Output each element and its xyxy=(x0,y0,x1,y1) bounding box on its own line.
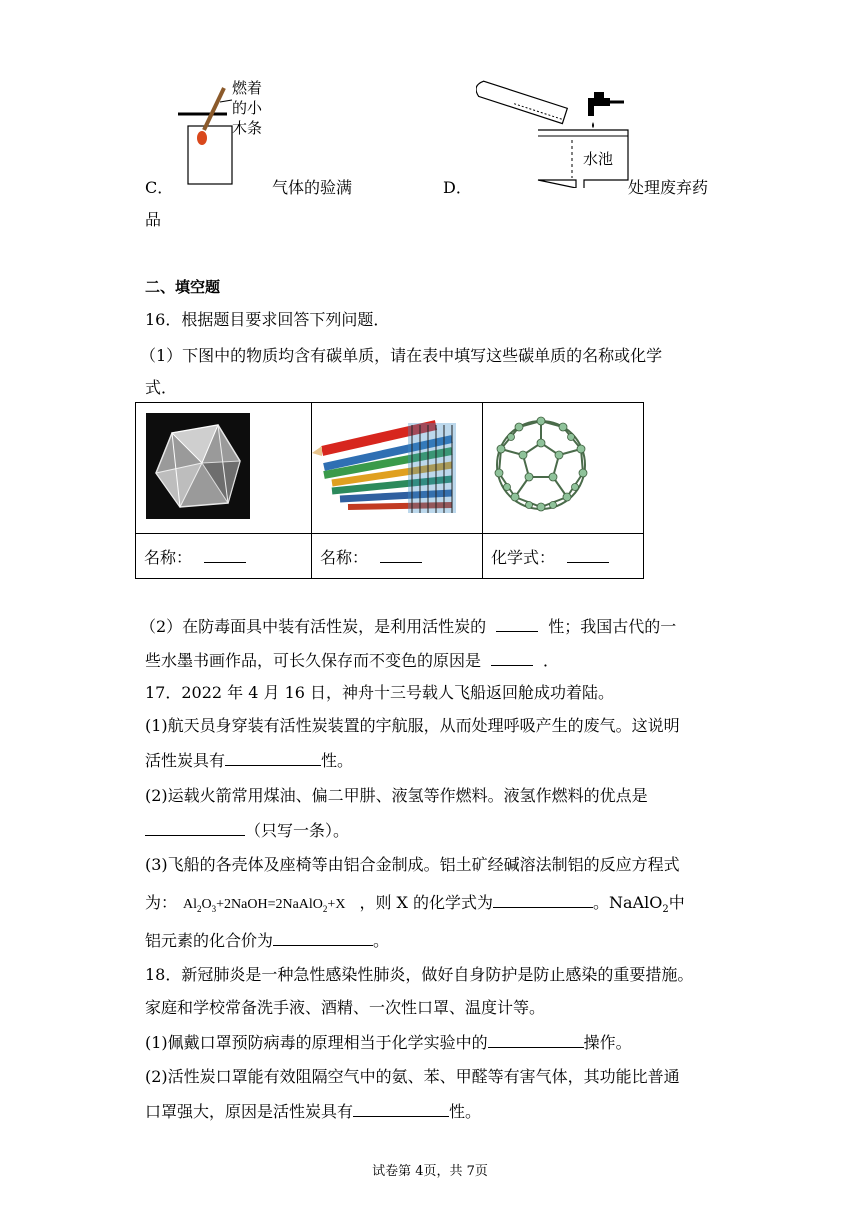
q18-p1-text-b: 操作。 xyxy=(583,1033,632,1052)
table-label-2: 名称： xyxy=(320,547,369,567)
answer-blank[interactable] xyxy=(493,892,593,908)
q18-p1-text-a: (1)佩戴口罩预防病毒的原理相当于化学实验中的 xyxy=(145,1033,488,1052)
carbon-table xyxy=(135,402,644,579)
pencils-image xyxy=(312,403,482,529)
q16-p2-line1 xyxy=(140,616,676,637)
q16-p2-text-c: 些水墨书画作品，可长久保存而不变色的原因是 xyxy=(145,651,482,670)
table-cell-name-1 xyxy=(136,534,312,579)
answer-blank[interactable] xyxy=(353,1101,449,1117)
q17-p3-text-c: 。NaAlO xyxy=(593,893,663,912)
sink-label: 水池 xyxy=(583,150,614,168)
q17-p3-text-f: 。 xyxy=(373,931,390,950)
table-cell-formula xyxy=(483,534,644,579)
answer-blank[interactable] xyxy=(567,547,609,563)
reaction-equation: $Al_2O_3+2NaOH=2NaAlO_2+X$ xyxy=(183,897,346,914)
q17-p3-line2 xyxy=(145,892,685,920)
section-title: 二、填空题 xyxy=(145,278,221,296)
answer-blank[interactable] xyxy=(273,930,373,946)
table-label-3: 化学式： xyxy=(491,547,556,567)
fullerene-image xyxy=(483,403,643,529)
page-footer: 试卷第 4页，共 7页 xyxy=(372,1164,488,1179)
q17-p2-text-b: （只写一条）。 xyxy=(245,821,350,840)
q18-stem-line2: 家庭和学校常备洗手液、酒精、一次性口罩、温度计等。 xyxy=(145,998,546,1017)
option-c xyxy=(145,178,173,198)
q17-p3-text-e: 铝元素的化合价为 xyxy=(145,931,274,950)
q17-p3-text-b: ，则 X 的化学式为 xyxy=(359,893,494,912)
answer-blank[interactable] xyxy=(496,616,538,632)
q18-p2-text-b: 性。 xyxy=(449,1102,482,1121)
fullerene-cell xyxy=(483,403,644,534)
q16-p1-line2: 式． xyxy=(145,378,178,397)
option-d-letter: D． xyxy=(443,178,472,197)
q17-p3-text-d: 中 xyxy=(668,893,685,912)
answer-blank[interactable] xyxy=(380,547,422,563)
q16-p2-text-d: ． xyxy=(543,651,560,670)
q16-p2-line2 xyxy=(145,650,559,671)
waste-disposal-figure xyxy=(476,78,636,188)
option-c-caption: 气体的验满 xyxy=(272,178,353,197)
answer-blank[interactable] xyxy=(491,650,533,666)
q16-p2-text-b: 性；我国古代的一 xyxy=(548,617,677,636)
answer-blank[interactable] xyxy=(488,1032,584,1048)
q17-p3-text-a: 为： xyxy=(145,893,178,912)
table-cell-name-2 xyxy=(312,534,483,579)
option-d-caption-cont: 品 xyxy=(145,210,162,229)
pencils-cell xyxy=(312,403,483,534)
option-d-caption: 处理废弃药 xyxy=(628,178,709,197)
table-label-1: 名称： xyxy=(144,547,193,567)
q18-p2-text-a: 口罩强大，原因是活性炭具有 xyxy=(145,1102,354,1121)
answer-blank[interactable] xyxy=(204,547,246,563)
q18-p2-line1: (2)活性炭口罩能有效阻隔空气中的氨、苯、甲醛等有害气体，其功能比普通 xyxy=(145,1067,680,1086)
diamond-image xyxy=(136,403,311,529)
q18-stem-line1: 18．新冠肺炎是一种急性感染性肺炎，做好自身防护是防止感染的重要措施。 xyxy=(145,965,694,984)
q17-p2-line2 xyxy=(145,820,349,841)
q17-p1-line2 xyxy=(145,750,353,771)
q17-stem: 17．2022 年 4 月 16 日，神舟十三号载人飞船返回舱成功着陆。 xyxy=(145,683,615,702)
q16-stem: 16．根据题目要求回答下列问题． xyxy=(145,310,390,329)
q17-p1-line1: (1)航天员身穿装有活性炭装置的宇航服，从而处理呼吸产生的废气。这说明 xyxy=(145,716,680,735)
q17-p3-line1: (3)飞船的各壳体及座椅等由铝合金制成。铝土矿经碱溶法制铝的反应方程式 xyxy=(145,855,680,874)
q18-p1 xyxy=(145,1032,632,1053)
answer-blank[interactable] xyxy=(145,820,245,836)
q17-p1-text-b: 性。 xyxy=(321,751,354,770)
answer-blank[interactable] xyxy=(225,750,321,766)
splint-label: 燃着的小木条 xyxy=(232,79,263,137)
q17-p3-line3 xyxy=(145,930,389,951)
subscript-2: 2 xyxy=(662,904,669,916)
diamond-cell xyxy=(136,403,312,534)
q16-p1-line1: （1）下图中的物质均含有碳单质，请在表中填写这些碳单质的名称或化学 xyxy=(140,346,663,365)
q17-p1-text-a: 活性炭具有 xyxy=(145,751,226,770)
option-c-letter: C． xyxy=(145,178,174,197)
q16-p2-text-a: （2）在防毒面具中装有活性炭，是利用活性炭的 xyxy=(140,617,487,636)
q17-p2-line1: (2)运载火箭常用煤油、偏二甲肼、液氢等作燃料。液氢作燃料的优点是 xyxy=(145,786,648,805)
q18-p2-line2 xyxy=(145,1101,481,1122)
